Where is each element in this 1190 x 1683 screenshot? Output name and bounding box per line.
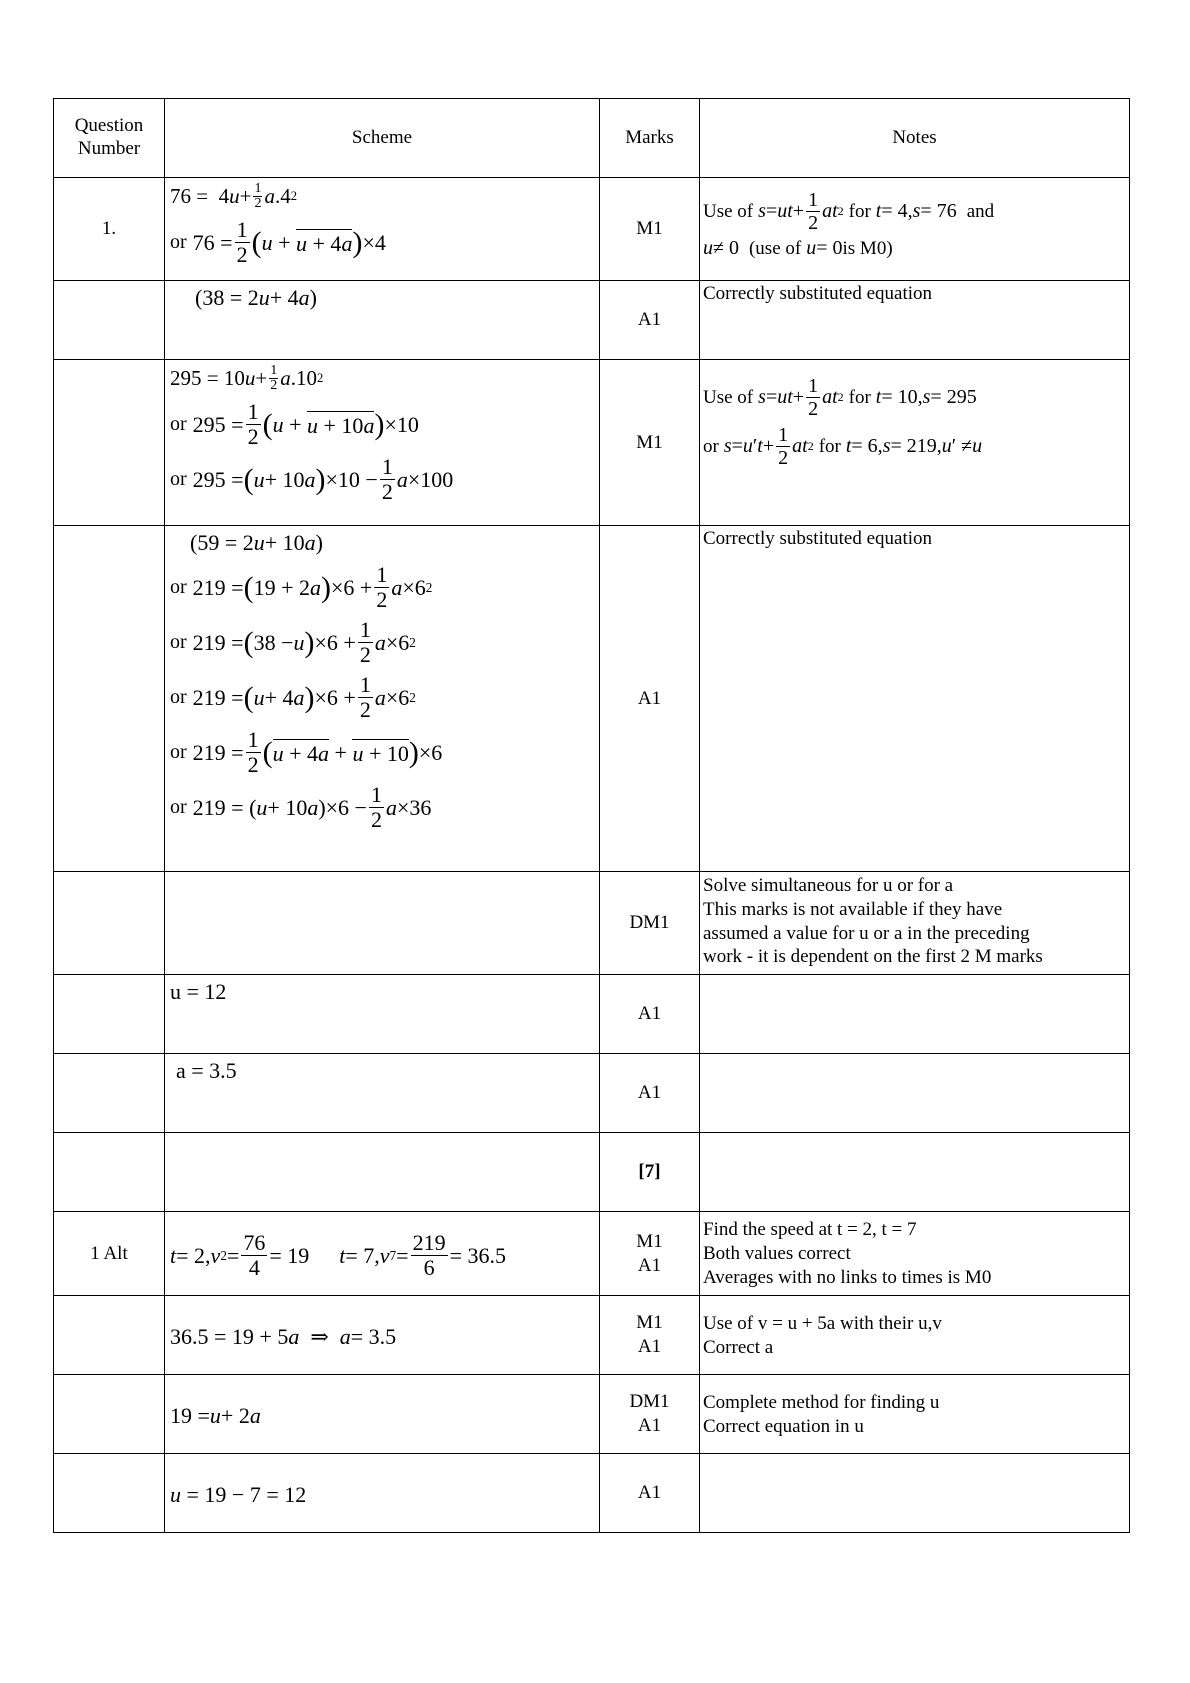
equation: or 295 = $\frac{1}{2}$ ( u + u + 10a ) ×10	[170, 399, 419, 449]
mark-scheme-table	[53, 98, 1130, 1533]
question-number	[54, 975, 165, 1054]
marks-cell: M1 A1	[600, 1296, 700, 1375]
equation: u = 19 − 7 = 12	[170, 1482, 307, 1508]
question-number	[54, 1375, 165, 1454]
question-number	[54, 1454, 165, 1533]
marks-cell: DM1	[600, 872, 700, 975]
table-row	[54, 360, 1130, 526]
question-number	[54, 1133, 165, 1212]
header-row	[54, 99, 1130, 178]
notes-cell: Solve simultaneous for u or for a This marks is not available if they have assumed a value for u or a in the preceding work - it is dependent on the first 2 M marks	[700, 872, 1130, 975]
table-row	[54, 178, 1130, 281]
scheme-cell	[165, 872, 600, 975]
notes-cell: Complete method for finding u Correct equation in u	[700, 1375, 1130, 1454]
equation: or 219 = $\frac{1}{2}$ ( u + 4a + u + 10 ) ×6	[170, 727, 443, 777]
table-row	[54, 281, 1130, 360]
equation: a = 3.5	[176, 1058, 237, 1084]
total-marks: [7]	[600, 1133, 700, 1212]
equation: 36.5 = 19 + 5 a ⇒ a = 3.5	[170, 1324, 397, 1350]
equation: (38 = 2 u + 4 a )	[195, 285, 317, 311]
question-number	[54, 526, 165, 872]
equation: 76 = 4 u + 1 2 a .4 2	[170, 181, 297, 211]
equation: or 219 = ( 38 − u ) ×6 + $\frac{1}{2}$ a ×6 2	[170, 617, 416, 667]
question-number: 1.	[54, 178, 165, 281]
equation: or 295 = ( u + 10 a ) ×10 − $\frac{1}{2}$ a ×100	[170, 454, 454, 504]
marks-cell: M1	[600, 360, 700, 526]
marks-cell: A1	[600, 1454, 700, 1533]
equation: 295 = 10 u + 1 2 a .10 2	[170, 363, 324, 393]
table-row	[54, 1054, 1130, 1133]
scheme-cell	[165, 281, 600, 360]
equation: or 76 = $\frac{1}{2}$ ( u + u + 4a ) ×4	[170, 217, 386, 267]
question-number: 1 Alt	[54, 1212, 165, 1296]
table-row	[54, 1454, 1130, 1533]
header-question-number: Question Number	[54, 99, 165, 178]
equation: or 219 = ( 19 + 2 a ) ×6 + $\frac{1}{2}$ a ×6 2	[170, 562, 433, 612]
notes-cell: Correctly substituted equation	[700, 281, 1130, 360]
table-row	[54, 872, 1130, 975]
question-number	[54, 281, 165, 360]
equation: u = 12	[170, 979, 227, 1005]
notes-cell	[700, 975, 1130, 1054]
header-scheme: Scheme	[165, 99, 600, 178]
header-marks: Marks	[600, 99, 700, 178]
notes-cell: Correctly substituted equation	[700, 526, 1130, 872]
question-number	[54, 360, 165, 526]
scheme-cell	[165, 360, 600, 526]
question-number	[54, 1296, 165, 1375]
equation: or 219 = ( u + 10 a )×6 − $\frac{1}{2}$ a ×36	[170, 782, 432, 832]
marks-cell: A1	[600, 526, 700, 872]
marks-cell: M1	[600, 178, 700, 281]
scheme-cell	[165, 1133, 600, 1212]
notes-cell: Use of s = ut + $\frac{1}{2}$ at 2 for t = 10, s = 295 or s = u ′ t + $\frac{1}{2}$ at 2 for t = 6, s = 219, u ′ ≠ u	[700, 360, 1130, 526]
scheme-cell	[165, 178, 600, 281]
scheme-cell	[165, 1054, 600, 1133]
table-row	[54, 1212, 1130, 1296]
equation: t = 2, v 2 = $\frac{76}{4}$ = 19 t = 7, v 7 = $\frac{219}{6}$ = 36.5	[170, 1230, 506, 1280]
header-notes: Notes	[700, 99, 1130, 178]
scheme-cell	[165, 1375, 600, 1454]
scheme-cell	[165, 1296, 600, 1375]
marks-cell: A1	[600, 1054, 700, 1133]
notes-cell	[700, 1133, 1130, 1212]
question-number	[54, 1054, 165, 1133]
notes-cell	[700, 1054, 1130, 1133]
scheme-cell	[165, 1454, 600, 1533]
equation: or 219 = ( u + 4 a ) ×6 + $\frac{1}{2}$ a ×6 2	[170, 672, 416, 722]
table-row	[54, 1296, 1130, 1375]
marks-cell: M1 A1	[600, 1212, 700, 1296]
scheme-cell	[165, 1212, 600, 1296]
marks-cell: A1	[600, 975, 700, 1054]
equation: 19 = u + 2 a	[170, 1403, 261, 1429]
notes-cell: Use of s = ut + $\frac{1}{2}$ at 2 for t = 4, s = 76 and u ≠ 0 (use of u = 0 is M0)	[700, 178, 1130, 281]
marks-cell: DM1 A1	[600, 1375, 700, 1454]
question-number	[54, 872, 165, 975]
scheme-cell	[165, 975, 600, 1054]
scheme-cell	[165, 526, 600, 872]
table-row	[54, 975, 1130, 1054]
notes-cell: Use of v = u + 5a with their u,v Correct a	[700, 1296, 1130, 1375]
marks-cell: A1	[600, 281, 700, 360]
notes-cell: Find the speed at t = 2, t = 7 Both values correct Averages with no links to times is M0	[700, 1212, 1130, 1296]
notes-cell	[700, 1454, 1130, 1533]
table-row	[54, 526, 1130, 872]
table-row	[54, 1133, 1130, 1212]
equation: (59 = 2 u + 10 a )	[190, 530, 323, 556]
table-row	[54, 1375, 1130, 1454]
